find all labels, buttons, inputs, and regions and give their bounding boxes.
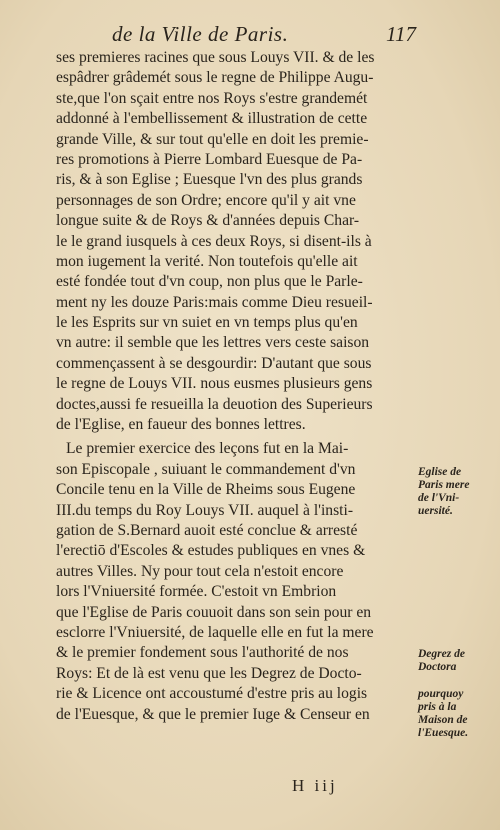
margin-note: [418, 688, 498, 740]
margin-note-line: Degrez de: [418, 648, 465, 660]
text-line: ste,que l'on sçait entre nos Roys s'estre grandemét: [56, 89, 368, 107]
body-text: [56, 48, 414, 725]
margin-note-line: pourquoy: [418, 688, 464, 700]
margin-note-line: Eglise de: [418, 466, 462, 478]
text-line: espâdrer grâdemét sous le regne de Philippe Augu-: [56, 69, 374, 87]
running-title: de la Ville de Paris.: [112, 22, 289, 46]
text-line: grande Ville, & sur tout qu'elle en doit les premie-: [56, 130, 369, 148]
text-line: commençassent à se desgourdir: D'autant que sous: [56, 354, 372, 372]
text-line: res promotions à Pierre Lombard Euesque de Pa-: [56, 150, 363, 168]
margin-note-line: Maison de: [418, 714, 468, 726]
text-line: & le premier fondement sous l'authorité de nos: [56, 644, 349, 662]
text-line: que l'Eglise de Paris couuoit dans son sein pour en: [56, 603, 372, 621]
page-number: 117: [386, 22, 416, 46]
text-line: esclorre l'Vniuersité, de laquelle elle en fut la mere: [56, 623, 374, 641]
text-line: III.du temps du Roy Louys VII. auquel à l'insti-: [56, 501, 354, 519]
margin-note-line: l'Euesque.: [418, 727, 469, 739]
text-line: son Episcopale , suiuant le commandement d'vn: [56, 460, 356, 478]
text-line: gation de S.Bernard auoit esté conclue & arresté: [56, 521, 358, 539]
text-line: ment ny les douze Paris:mais comme Dieu resueil-: [56, 293, 373, 311]
text-line: esté fondée tout d'vn coup, non plus que le Parle-: [56, 273, 363, 291]
text-line: mon iugement la verité. Non toutefois qu'elle ait: [56, 252, 358, 270]
text-line: rie & Licence ont accoustumé d'estre pris au logis: [56, 685, 368, 703]
text-line: ses premieres racines que sous Louys VII. & de les: [56, 49, 375, 66]
margin-note: [418, 466, 498, 518]
margin-note-line: Doctora: [418, 661, 457, 673]
signature-mark: H iij: [292, 776, 338, 795]
text-line: Roys: Et de là est venu que les Degrez de Docto-: [56, 664, 362, 682]
text-line: longue suite & de Roys & d'années depuis Char-: [56, 212, 360, 230]
text-line: le le grand iusquels à ces deux Roys, si disent-ils à: [56, 232, 372, 250]
text-line: de l'Euesque, & que le premier Iuge & Censeur en: [56, 705, 370, 723]
margin-note-line: pris à la: [418, 701, 457, 713]
text-line: lors l'Vniuersité formée. C'estoit vn Embrion: [56, 583, 337, 601]
text-line: vn autre: il semble que les lettres vers ceste saison: [56, 334, 370, 352]
text-line: autres Villes. Ny pour tout cela n'estoit encore: [56, 562, 344, 580]
text-line: addonné à l'embellissement & illustration de cette: [56, 110, 368, 128]
text-line: doctes,aussi fe resueilla la deuotion des Superieurs: [56, 395, 373, 413]
text-line: le les Esprits sur vn suiet en vn temps plus qu'en: [56, 314, 358, 332]
margin-note: [418, 648, 498, 674]
text-line: Concile tenu en la Ville de Rheims sous Eugene: [56, 481, 356, 499]
text-line: l'erectiō d'Escoles & estudes publiques en vnes &: [56, 542, 366, 560]
text-line: Le premier exercice des leçons fut en la Mai-: [66, 440, 349, 458]
text-line: le regne de Louys VII. nous eusmes plusieurs gens: [56, 375, 373, 393]
text-line: personnages de son Ordre; encore qu'il y ait vne: [56, 191, 356, 209]
text-line: ris, & à son Eglise ; Euesque l'vn des plus grands: [56, 171, 363, 189]
text-line: de l'Eglise, en faueur des bonnes lettres.: [56, 416, 306, 434]
margin-note-line: de l'Vni-: [418, 492, 460, 504]
margin-note-line: uersité.: [418, 505, 453, 517]
margin-note-line: Paris mere: [418, 479, 470, 491]
